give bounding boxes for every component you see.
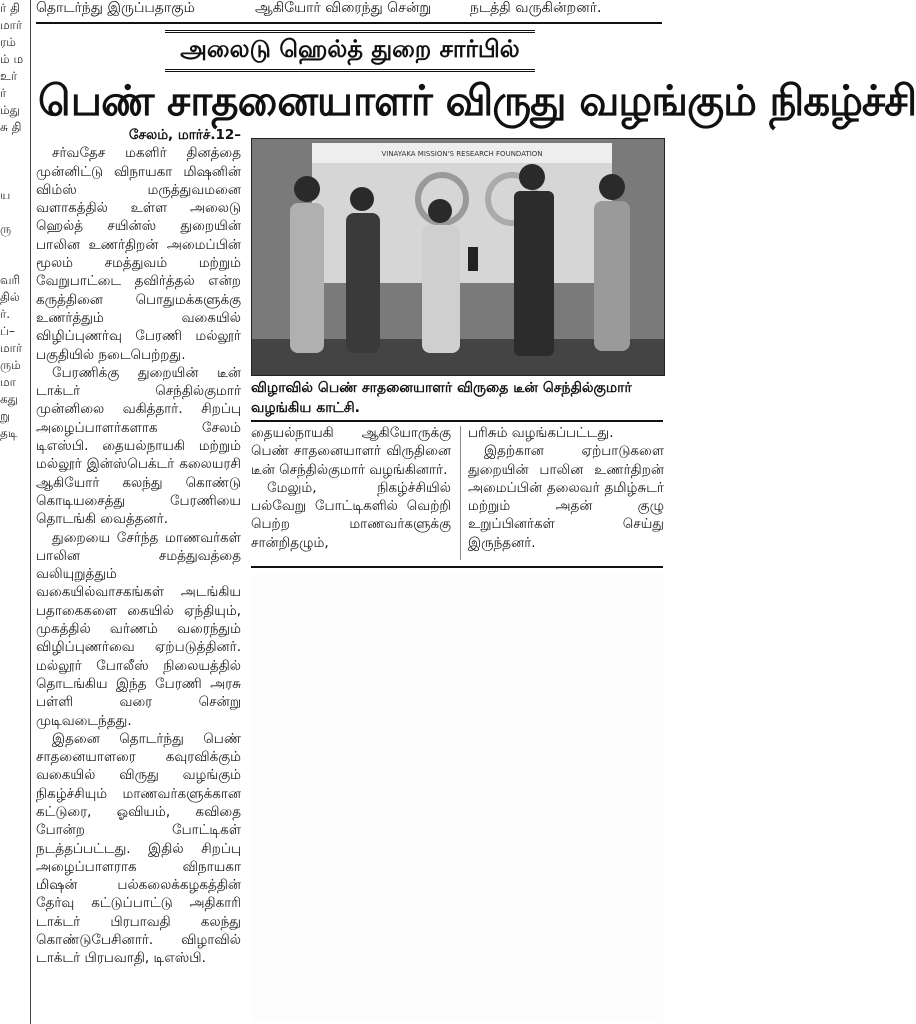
bottom-rule [251,566,663,568]
top-strip-right: நடத்தி வருகின்றனர். [470,0,602,16]
trim-line: ம்து [0,103,21,117]
trim-line: ய [0,188,11,202]
paragraph: பேரணிக்கு துறையின் டீன் டாக்டர் செந்தில்குமார் முன்னிலை வகித்தார். சிறப்பு அழைப்பாளர்களாக சேலம் டிஎஸ்பி. தையல்நாயகி மற்றும் மல்லூர் இன்ஸ்பெக்டர் கலையரசி ஆகியோர் கலந்து கொண்டு கொடியசைத்து பேரணியை தொடங்கி வைத்தனர். [36,364,241,528]
trim-line: ர் [0,86,7,100]
paragraph: மேலும், நிகழ்ச்சியில் பல்வேறு போட்டிகளில் வெற்றி பெற்ற மாணவர்களுக்கு சான்றிதழும், [251,479,451,551]
article-column-2 [251,424,451,552]
column-divider [460,426,461,560]
trim-line: உர் [0,69,18,83]
trim-line: தில் [0,290,20,304]
trim-line [0,238,28,255]
paragraph: இதற்கான ஏற்பாடுகளை துறையின் பாலின உணர்திறன் அமைப்பின் தலைவர் தமிழ்சுடர் மற்றும் அதன் குழு உறுப்பினர்கள் செய்து இருந்தனர். [468,443,664,551]
top-strip-mid: ஆகியோர் விரைந்து சென்று [255,0,432,16]
article-column-3 [468,424,664,552]
adjacent-article-fragment [0,0,28,1024]
award-ceremony-photo [252,139,664,375]
column-divider [30,0,31,1024]
trim-line: சு தி [0,120,22,134]
blank-area [251,572,663,1022]
trim-line: மார் [0,18,23,32]
trim-line [0,255,28,272]
kicker: அலைடு ஹெல்த் துறை சார்பில் [165,30,535,72]
trim-line [0,170,28,187]
trim-line: மார் [0,341,23,355]
trim-line: ரு [0,222,12,236]
top-rule [36,22,662,24]
event-photo [251,138,665,376]
trim-line: வரி [0,273,21,287]
trim-line: கது [0,392,19,406]
caption-rule [251,420,663,422]
paragraph: பரிசும் வழங்கப்பட்டது. [468,425,614,441]
paragraph: துறையை சேர்ந்த மாணவர்கள் பாலின சமத்துவத்தை வலியுறுத்தும் வகையில்வாசகங்கள் அடங்கிய பதாகைகளை கையில் ஏந்தியும், முகத்தில் வர்ணம் வரைந்தும் விழிப்புணர்வை ஏற்படுத்தினர். மல்லூர் போலீஸ் நிலையத்தில் தொடங்கிய இந்த பேரணி அரசு பள்ளி வரை சென்று முடிவடைந்தது. [36,529,241,729]
trim-line: தடி [0,426,18,440]
paragraph: சர்வதேச மகளிர் தினத்தை முன்னிட்டு விநாயகா மிஷனின் விம்ஸ் மருத்துவமனை வளாகத்தில் உள்ள அலைடு ஹெல்த் சயின்ஸ் துறையின் பாலின உணர்திறன் அமைப்பின் மூலம் சமத்துவம் மற்றும் வேறுபாட்டை தவிர்த்தல் என்ற கருத்தினை பொதுமக்களுக்கு உணர்த்தும் வகையில் விழிப்புணர்வு பேரணி மல்லூர் பகுதியில் நடைபெற்றது. [36,145,241,363]
article-column-1 [36,126,241,968]
trim-line: ரும் [0,358,21,372]
paragraph: தையல்நாயகி ஆகியோருக்கு பெண் சாதனையாளர் விருதினை டீன் செந்தில்குமார் வழங்கினார். [251,425,451,478]
trim-line: று [0,409,11,423]
trim-line: ரம் [0,35,16,49]
trim-line [0,153,28,170]
dateline: சேலம், மார்ச்.12– [128,127,241,143]
trim-line [0,204,28,221]
headline: பெண் சாதனையாளர் விருது வழங்கும் நிகழ்ச்சி [38,76,916,125]
trim-line: ர் தி [0,1,20,15]
trim-line: ம் ம [0,52,24,66]
photo-caption: விழாவில் பெண் சாதனையாளர் விருதை டீன் செந்தில்குமார் வழங்கிய காட்சி. [251,380,632,416]
trim-line: மா [0,375,16,389]
trim-line: ப்– [0,324,15,338]
trim-line [0,136,28,153]
top-strip-left: தொடர்ந்து இருப்பதாகும் [36,0,195,16]
trim-line: ர். [0,307,11,321]
paragraph: இதனை தொடர்ந்து பெண் சாதனையாளரை கவுரவிக்கும் வகையில் விருது வழங்கும் நிகழ்ச்சியும் மாணவர்களுக்கான கட்டுரை, ஓவியம், கவிதை போன்ற போட்டிகள் நடத்தப்பட்டது. இதில் சிறப்பு அழைப்பாளராக விநாயகா மிஷன் பல்கலைக்கழகத்தின் தேர்வு கட்டுப்பாட்டு அதிகாரி டாக்டர் பிரபாவதி கலந்து கொண்டுபேசினார். விழாவில் டாக்டர் பிரபவாதி, டிஎஸ்பி. [36,730,241,967]
banner-text: VINAYAKA MISSION'S RESEARCH FOUNDATION [381,150,543,158]
